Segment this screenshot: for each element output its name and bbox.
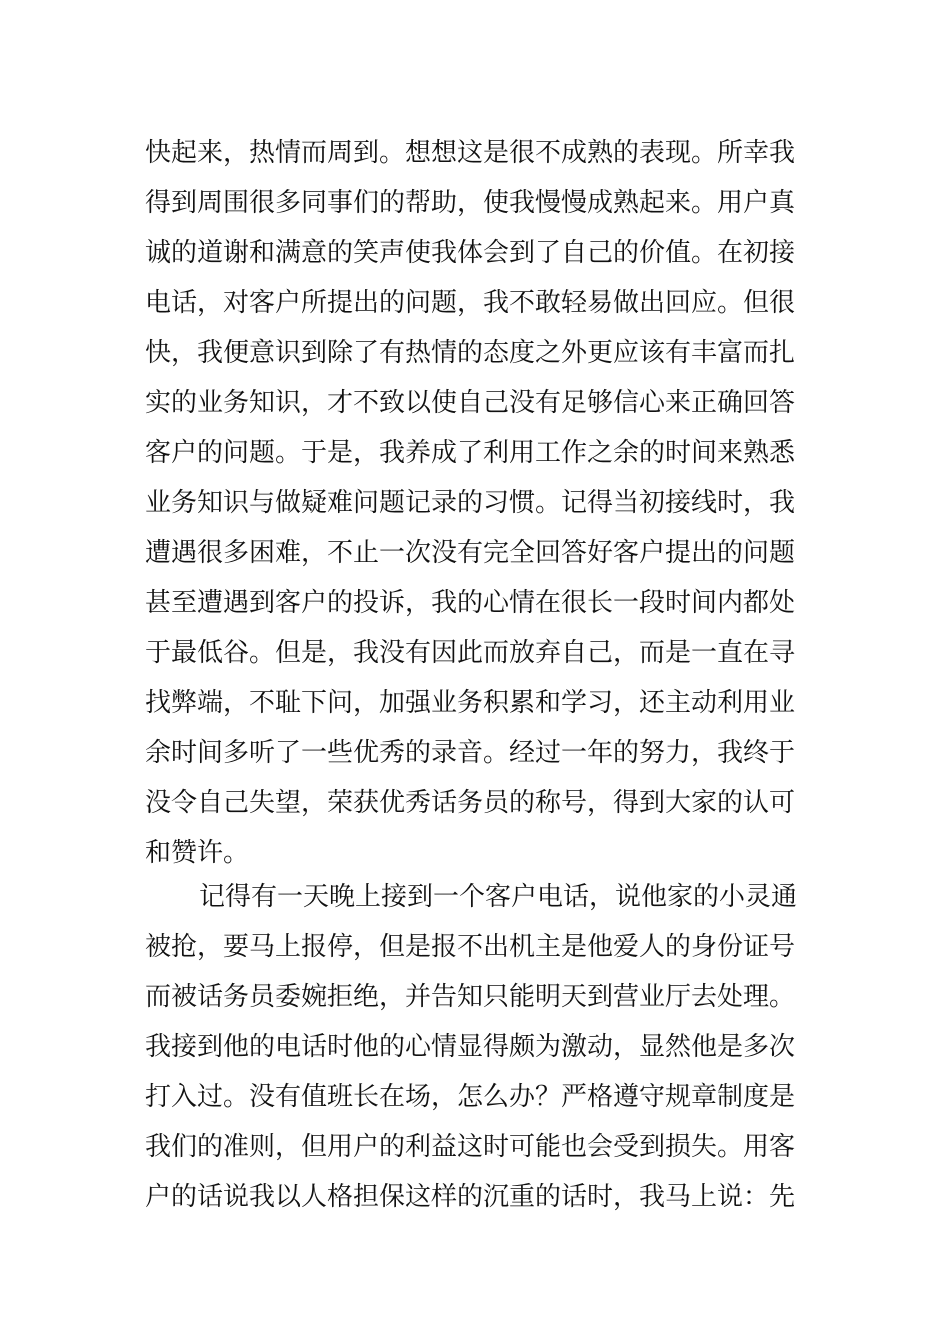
- text-line: 诚的道谢和满意的笑声使我体会到了自己的价值。在初接: [145, 238, 796, 268]
- text-line: 记得有一天晚上接到一个客户电话，说他家的小灵通: [199, 882, 798, 912]
- text-line: 甚至遭遇到客户的投诉，我的心情在很长一段时间内都处: [145, 588, 796, 618]
- text-line: 实的业务知识，才不致以使自己没有足够信心来正确回答: [145, 388, 796, 418]
- text-line: 得到周围很多同事们的帮助，使我慢慢成熟起来。用户真: [145, 188, 796, 218]
- text-line: 我们的准则，但用户的利益这时可能也会受到损失。用客: [145, 1132, 796, 1162]
- text-line: 遭遇很多困难，不止一次没有完全回答好客户提出的问题: [145, 538, 796, 568]
- text-line: 而被话务员委婉拒绝，并告知只能明天到营业厅去处理。: [145, 982, 796, 1012]
- text-line: 打入过。没有值班长在场，怎么办？严格遵守规章制度是: [145, 1082, 796, 1112]
- text-line: 找弊端，不耻下问，加强业务积累和学习，还主动利用业: [145, 688, 796, 718]
- text-line: 没令自己失望，荣获优秀话务员的称号，得到大家的认可: [145, 788, 796, 818]
- text-line: 电话，对客户所提出的问题，我不敢轻易做出回应。但很: [145, 288, 796, 318]
- text-line: 被抢，要马上报停，但是报不出机主是他爱人的身份证号: [145, 932, 796, 962]
- text-line: 和赞许。: [145, 838, 250, 868]
- text-line: 我接到他的电话时他的心情显得颇为激动，显然他是多次: [145, 1032, 796, 1062]
- text-line: 快起来，热情而周到。想想这是很不成熟的表现。所幸我: [145, 138, 796, 168]
- text-line: 余时间多听了一些优秀的录音。经过一年的努力，我终于: [145, 738, 796, 768]
- text-line: 户的话说我以人格担保这样的沉重的话时，我马上说：先: [145, 1182, 796, 1212]
- text-line: 快，我便意识到除了有热情的态度之外更应该有丰富而扎: [145, 338, 796, 368]
- text-line: 业务知识与做疑难问题记录的习惯。记得当初接线时，我: [145, 488, 796, 518]
- text-line: 于最低谷。但是，我没有因此而放弃自己，而是一直在寻: [145, 638, 796, 668]
- text-line: 客户的问题。于是，我养成了利用工作之余的时间来熟悉: [145, 438, 796, 468]
